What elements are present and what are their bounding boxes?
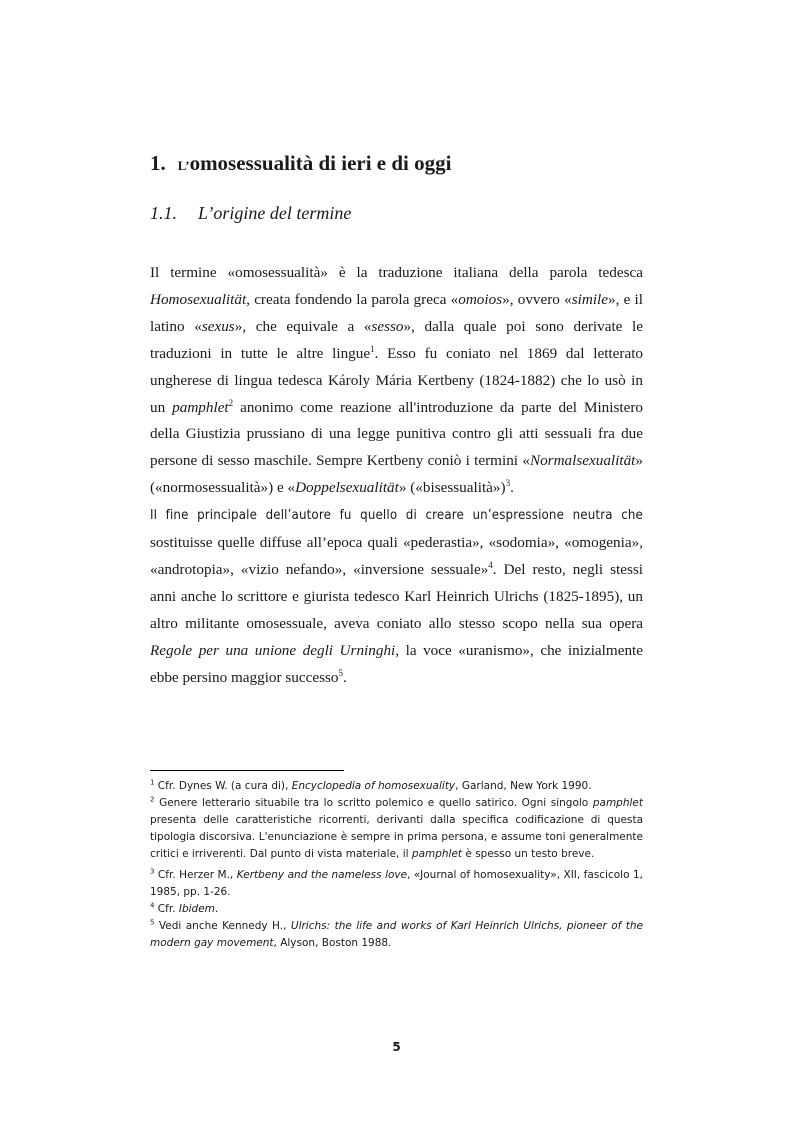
footnote-1: $^1$ Cfr. Dynes W. (a cura di), Encyclopedia of homosexuality, Garland, New York 1990.: [150, 778, 592, 792]
chapter-number: 1.: [150, 151, 166, 175]
footnote-5: $^5$ Vedi anche Kennedy H., Ulrichs: the life and works of Karl Heinrich Ulrichs, pioneer of the modern gay movement, Alyson, Boston 1988.: [150, 918, 643, 949]
chapter-initial: L’: [177, 158, 190, 173]
paragraph-1: Il termine «omosessualità» è la traduzione italiana della parola tedesca Homosexualität, creata fondendo la parola greca «omoios», ovvero «simile», e il latino «sexus», che equivale a «sesso», dalla quale poi sono derivate le traduzioni in tutte le altre lingue$^1$. Esso fu coniato nel 1869 dal letterato ungherese di lingua tedesca Károly Mária Kertbeny (1824-1882) che lo usò in un pamphlet$^2$ anonimo come reazione all'introduzione da parte del Ministero della Giustizia prussiano di una legge punitiva contro gli atti sessuali fra due persone di sesso maschile. Sempre Kertbeny coniò i termini «Normalsexualität» («normosessualità») e «Doppelsexualität» («bisessualità»)$^3$.: [150, 264, 644, 497]
footnote-2: $^2$ Genere letterario situabile tra lo scritto polemico e quello satirico. Ogni singolo pamphlet presenta delle caratteristiche ricorrenti, derivanti dalla specifica codificazione di questa tipologia discorsiva. L'enunciazione è sempre in prima persona, e assume toni generalmente critici e irriverenti. Dal punto di vista materiale, il pamphlet è spesso un testo breve.: [150, 795, 643, 860]
chapter-title: omosessualità di ieri e di oggi: [189, 151, 452, 175]
page-number: 5: [392, 1040, 401, 1054]
paragraph-2: Il fine principale dell’autore fu quello di creare un’espressione neutra che sostituisse quelle diffuse all’epoca quali «pederastia», «sodomia», «omogenia», «androtopia», «vizio nefando», «inversione sessuale»$^4$. Del resto, negli stessi anni anche lo scrittore e giurista tedesco Karl Heinrich Ulrichs (1825-1895), un altro militante omosessuale, aveva coniato allo stesso scopo nella sua opera Regole per una unione degli Urninghi, la voce «uranismo», che inizialmente ebbe persino maggior successo$^5$.: [150, 508, 644, 686]
footnote-4: $^4$ Cfr. Ibidem.: [150, 901, 219, 915]
section-title: L’origine del termine: [198, 203, 352, 223]
section-heading: [150, 203, 351, 224]
footnotes: [150, 778, 643, 952]
footnote-ref-5[interactable]: 5: [338, 667, 344, 678]
footnote-ref-3[interactable]: 3: [505, 478, 511, 489]
footnote-ref-4[interactable]: 4: [488, 559, 493, 570]
section-number: 1.1.: [150, 203, 177, 223]
footnote-3: $^3$ Cfr. Herzer M., Kertbeny and the nameless love, «Journal of homosexuality», XII, fascicolo 1, 1985, pp. 1-26.: [150, 867, 643, 898]
footnote-ref-1[interactable]: 1: [370, 343, 375, 354]
footnote-ref-2[interactable]: 2: [228, 397, 234, 408]
chapter-heading: [150, 151, 451, 176]
footnote-separator: [150, 770, 344, 771]
body-text: [150, 260, 643, 692]
